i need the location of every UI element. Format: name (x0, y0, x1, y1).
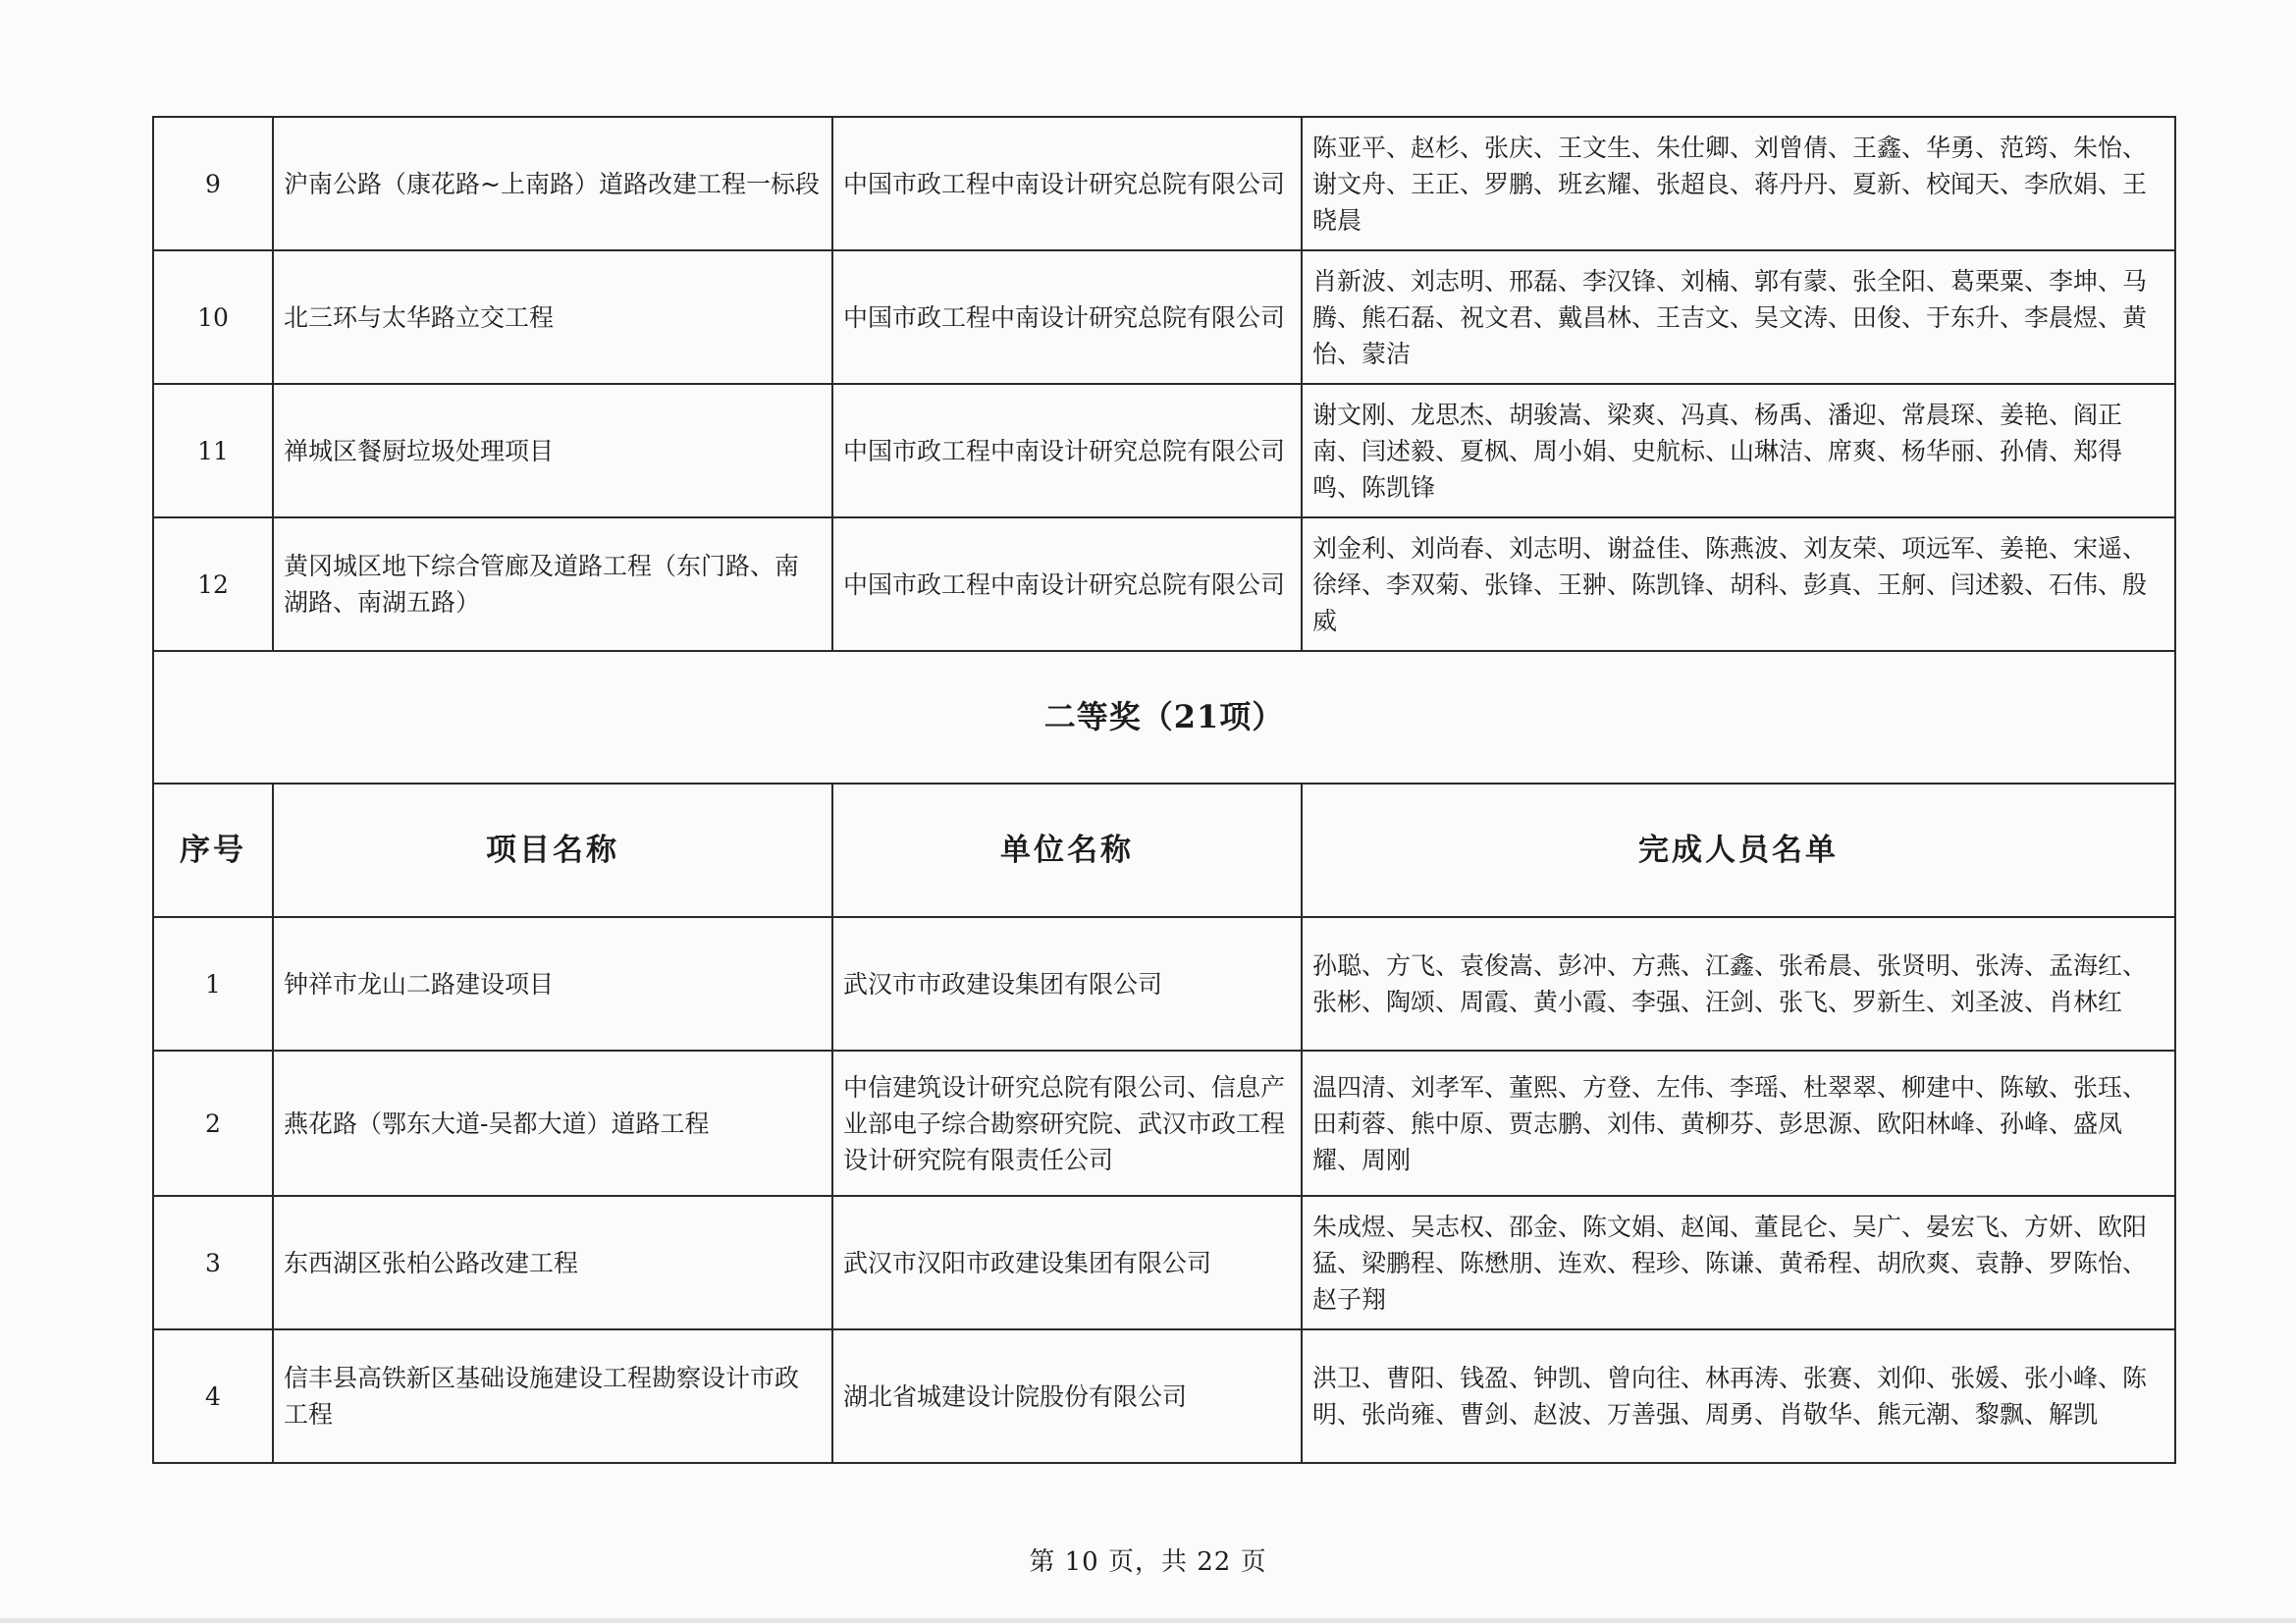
section-row (153, 651, 2175, 784)
unit-name: 武汉市汉阳市政建设集团有限公司 (832, 1196, 1302, 1329)
unit-name: 中国市政工程中南设计研究总院有限公司 (832, 517, 1302, 651)
project-name: 禅城区餐厨垃圾处理项目 (273, 384, 832, 517)
people-list: 朱成煜、吴志权、邵金、陈文娟、赵闻、董昆仑、吴广、晏宏飞、方妍、欧阳猛、梁鹏程、陈懋朋、连欢、程珍、陈谦、黄希程、胡欣爽、袁静、罗陈怡、赵子翔 (1302, 1196, 2175, 1329)
row-number: 3 (153, 1196, 273, 1329)
table-header-row (153, 784, 2175, 917)
project-name: 钟祥市龙山二路建设项目 (273, 917, 832, 1051)
unit-name: 中国市政工程中南设计研究总院有限公司 (832, 117, 1302, 250)
people-list: 洪卫、曹阳、钱盈、钟凯、曾向往、林再涛、张赛、刘仰、张媛、张小峰、陈明、张尚雍、曹剑、赵波、万善强、周勇、肖敬华、熊元潮、黎飘、解凯 (1302, 1329, 2175, 1463)
row-number: 10 (153, 250, 273, 384)
people-list: 温四清、刘孝军、董熙、方登、左伟、李瑶、杜翠翠、柳建中、陈敏、张珏、田莉蓉、熊中原、贾志鹏、刘伟、黄柳芬、彭思源、欧阳林峰、孙峰、盛凤耀、周刚 (1302, 1051, 2175, 1196)
table-row (153, 1196, 2175, 1329)
unit-name: 中国市政工程中南设计研究总院有限公司 (832, 250, 1302, 384)
table-row (153, 250, 2175, 384)
row-number: 9 (153, 117, 273, 250)
table-row (153, 117, 2175, 250)
table-row (153, 517, 2175, 651)
unit-name: 中国市政工程中南设计研究总院有限公司 (832, 384, 1302, 517)
award-table (152, 116, 2176, 1464)
table-row (153, 917, 2175, 1051)
table-row (153, 1051, 2175, 1196)
row-number: 1 (153, 917, 273, 1051)
table-row (153, 384, 2175, 517)
people-list: 孙聪、方飞、袁俊嵩、彭冲、方燕、江鑫、张希晨、张贤明、张涛、孟海红、张彬、陶颂、周霞、黄小霞、李强、汪剑、张飞、罗新生、刘圣波、肖林红 (1302, 917, 2175, 1051)
project-name: 沪南公路（康花路~上南路）道路改建工程一标段 (273, 117, 832, 250)
project-name: 东西湖区张柏公路改建工程 (273, 1196, 832, 1329)
row-number: 2 (153, 1051, 273, 1196)
row-number: 11 (153, 384, 273, 517)
header-project: 项目名称 (273, 784, 832, 917)
unit-name: 中信建筑设计研究总院有限公司、信息产业部电子综合勘察研究院、武汉市政工程设计研究院有限责任公司 (832, 1051, 1302, 1196)
table-row (153, 1329, 2175, 1463)
unit-name: 武汉市市政建设集团有限公司 (832, 917, 1302, 1051)
row-number: 12 (153, 517, 273, 651)
people-list: 谢文刚、龙思杰、胡骏嵩、梁爽、冯真、杨禹、潘迎、常晨琛、姜艳、阎正南、闫述毅、夏枫、周小娟、史航标、山琳洁、席爽、杨华丽、孙倩、郑得鸣、陈凯锋 (1302, 384, 2175, 517)
unit-name: 湖北省城建设计院股份有限公司 (832, 1329, 1302, 1463)
people-list: 刘金利、刘尚春、刘志明、谢益佳、陈燕波、刘友荣、项远军、姜艳、宋遥、徐绎、李双菊、张锋、王翀、陈凯锋、胡科、彭真、王舸、闫述毅、石伟、殷威 (1302, 517, 2175, 651)
award-list-page (152, 116, 2174, 1464)
header-no: 序号 (153, 784, 273, 917)
row-number: 4 (153, 1329, 273, 1463)
people-list: 肖新波、刘志明、邢磊、李汉锋、刘楠、郭有蒙、张全阳、葛栗粟、李坤、马腾、熊石磊、祝文君、戴昌林、王吉文、吴文涛、田俊、于东升、李晨煜、黄怡、蒙洁 (1302, 250, 2175, 384)
project-name: 燕花路（鄂东大道-吴都大道）道路工程 (273, 1051, 832, 1196)
project-name: 黄冈城区地下综合管廊及道路工程（东门路、南湖路、南湖五路） (273, 517, 832, 651)
header-people: 完成人员名单 (1302, 784, 2175, 917)
project-name: 信丰县高铁新区基础设施建设工程勘察设计市政工程 (273, 1329, 832, 1463)
project-name: 北三环与太华路立交工程 (273, 250, 832, 384)
page-number: 第 10 页，共 22 页 (1029, 1547, 1267, 1577)
people-list: 陈亚平、赵杉、张庆、王文生、朱仕卿、刘曾倩、王鑫、华勇、范筠、朱怡、谢文舟、王正、罗鹏、班玄耀、张超良、蒋丹丹、夏新、校闻天、李欣娟、王晓晨 (1302, 117, 2175, 250)
header-unit: 单位名称 (832, 784, 1302, 917)
scan-edge (0, 1618, 2296, 1623)
section-title: 二等奖（21项） (153, 651, 2175, 784)
